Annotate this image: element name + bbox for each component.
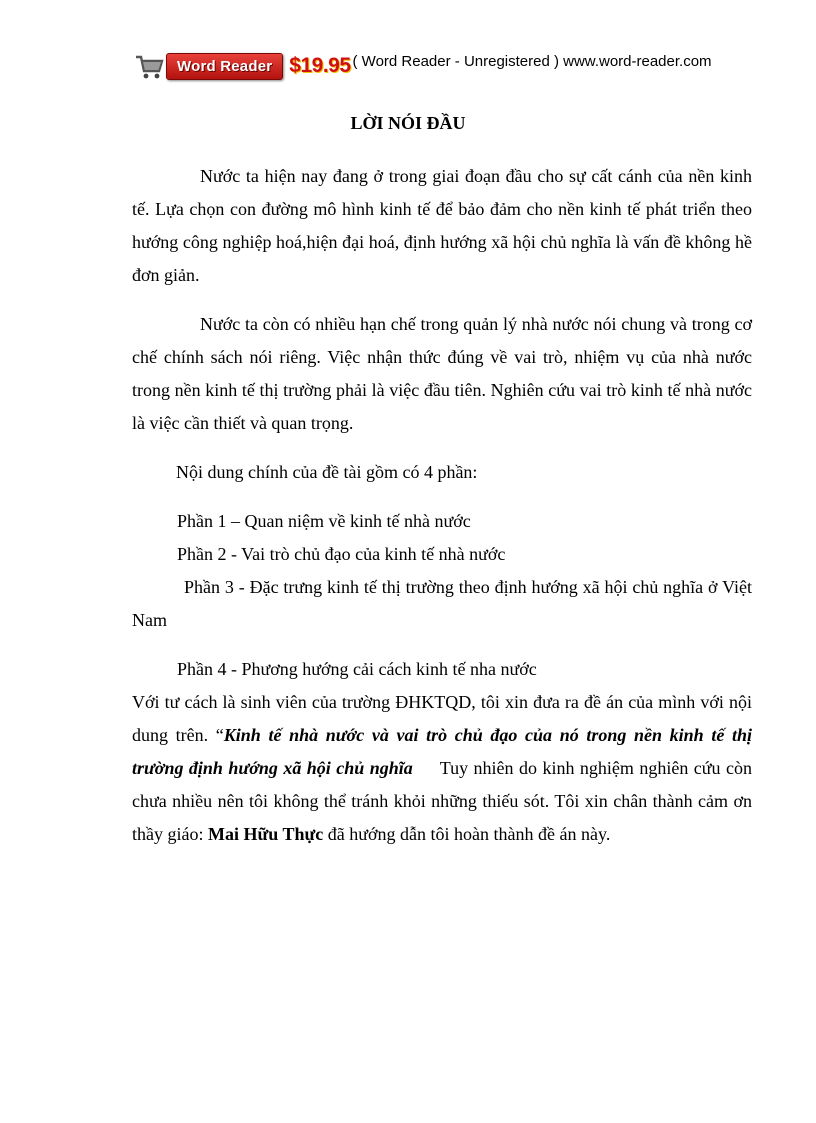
parts-intro: Nội dung chính của đề tài gồm có 4 phần: bbox=[176, 462, 478, 482]
paragraph-limitations: Nước ta còn có nhiều hạn chế trong quản lý nhà nước nói chung và trong cơ chế chính sách nói riêng. Việc nhận thức đúng về vai trò, nhiệm vụ của nhà nước trong nền kinh tế thị trường phải là việc đầu tiên. Nghiên cứu vai trò kinh tế nhà nước là việc cần thiết và quan trọng. bbox=[132, 314, 752, 433]
closing-end: đã hướng dẫn tôi hoàn thành đề án này. bbox=[323, 824, 611, 844]
document-body bbox=[132, 160, 757, 851]
part-1: Phần 1 – Quan niệm về kinh tế nhà nước bbox=[177, 511, 471, 531]
word-reader-banner[interactable] bbox=[134, 50, 712, 82]
closing-mid: Tuy nhiên do kinh nghiệm nghiên cứu còn chưa nhiều nên tôi không thể tránh khỏi những thiếu sót. Tôi xin chân thành cảm ơn thầy giáo: bbox=[132, 758, 757, 844]
word-reader-badge[interactable]: Word Reader bbox=[166, 53, 283, 80]
part-2: Phần 2 - Vai trò chủ đạo của kinh tế nhà nước bbox=[177, 544, 506, 564]
teacher-name: Mai Hữu Thực bbox=[207, 824, 324, 844]
closing-start: Với tư cách là sinh viên của trường ĐHKTQD, tôi xin đưa ra đề án của mình với nội dung trên. “ bbox=[132, 692, 752, 745]
project-topic: Kinh tế nhà nước và vai trò chủ đạo của nó trong nền kinh tế thị trường định hướng xã hội chủ nghĩa bbox=[132, 725, 752, 778]
part-3: Phần 3 - Đặc trưng kinh tế thị trường theo định hướng xã hội chủ nghĩa ở Việt Nam bbox=[132, 577, 752, 630]
page-title: LỜI NÓI ĐẦU bbox=[350, 113, 466, 133]
paragraph-intro: Nước ta hiện nay đang ở trong giai đoạn đầu cho sự cất cánh của nền kinh tế. Lựa chọn con đường mô hình kinh tế để bảo đảm cho nền kinh tế phát triển theo hướng công nghiệp hoá,hiện đại hoá, định hướng xã hội chủ nghĩa là vấn đề không hề đơn giản. bbox=[132, 166, 752, 285]
shopping-cart-icon bbox=[134, 51, 164, 81]
paragraph-closing bbox=[132, 686, 757, 851]
unregistered-notice[interactable]: ( Word Reader - Unregistered ) www.word-reader.com bbox=[352, 52, 712, 70]
price-tag[interactable]: $19.95 bbox=[289, 54, 351, 77]
part-4: Phần 4 - Phương hướng cải cách kinh tế nha nước bbox=[177, 659, 537, 679]
